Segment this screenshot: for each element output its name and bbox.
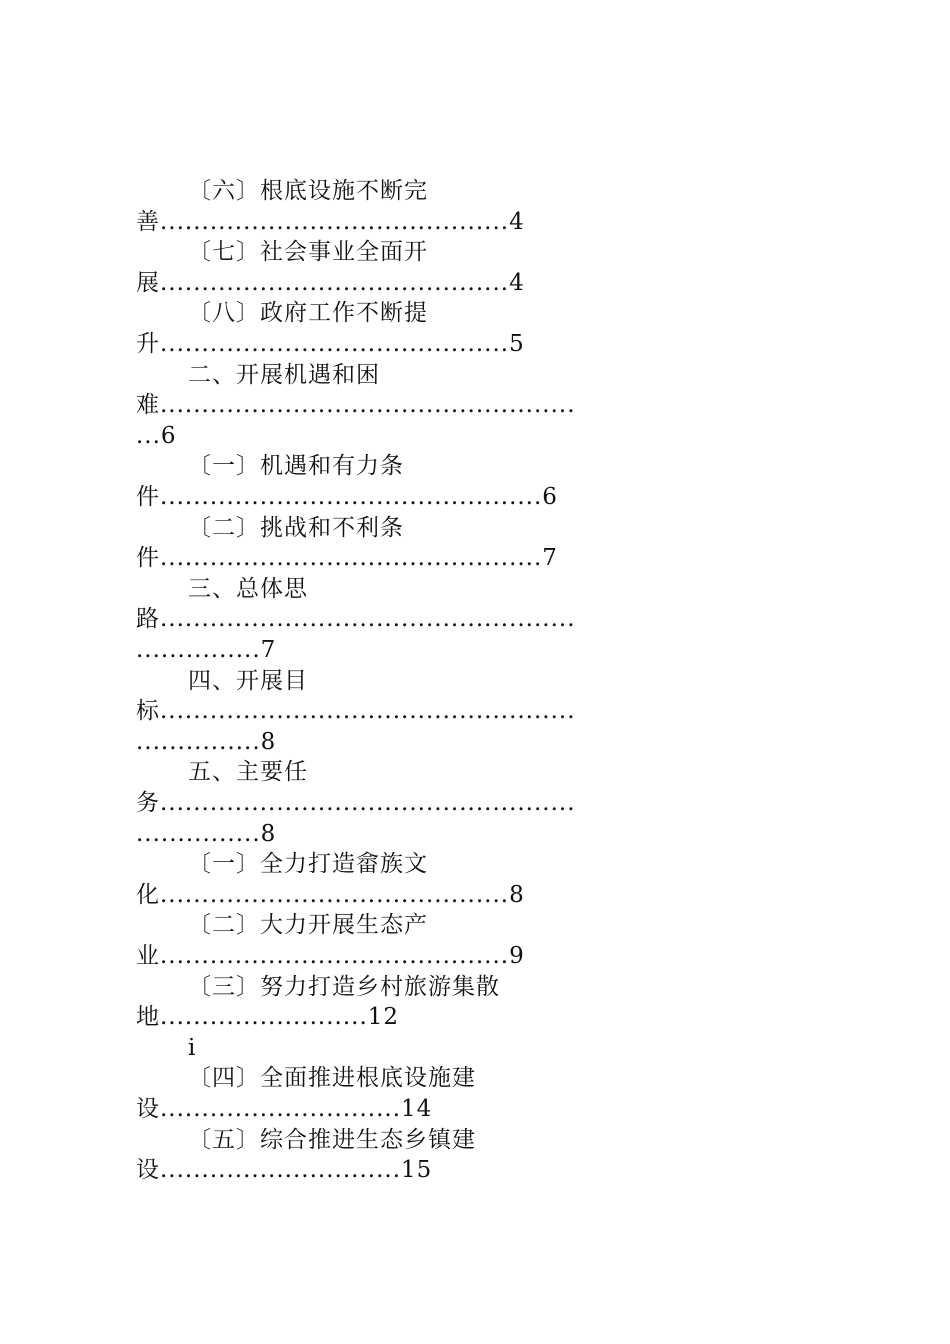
toc-entry-title: 〔七〕社会事业全面开 <box>188 239 428 266</box>
toc-entry-title: 二、开展机遇和困 <box>188 361 380 388</box>
toc-entry-title: 〔一〕机遇和有力条 <box>188 453 404 480</box>
toc-entry-leader: 善..........................................4 <box>136 208 525 235</box>
toc-entry-title: 五、主要任 <box>188 759 308 786</box>
toc-entry-title: 〔五〕综合推进生态乡镇建 <box>188 1126 476 1153</box>
toc-entry-title: 〔四〕全面推进根底设施建 <box>188 1065 476 1092</box>
toc-entry-leader: 设.............................15 <box>136 1157 433 1184</box>
toc-entry-leader: 设.............................14 <box>136 1096 433 1122</box>
toc-entry-leader: 件..............................................6 <box>136 484 558 510</box>
toc-entry-title: 〔二〕大力开展生态产 <box>188 912 428 939</box>
toc-entry-title: 〔二〕挑战和不利条 <box>188 514 404 541</box>
toc-entry-title: 〔六〕根底设施不断完 <box>188 178 428 204</box>
toc-entry-title: 〔八〕政府工作不断提 <box>188 300 428 327</box>
toc-entry-title: 〔三〕努力打造乡村旅游集散 <box>188 973 500 1000</box>
toc-entry-leader: 业..........................................9 <box>136 943 525 969</box>
toc-entry-title: 〔一〕全力打造畲族文 <box>188 851 428 878</box>
toc-entry-leader: 路.................................................. <box>136 606 576 633</box>
toc-entry-leader: 升..........................................5 <box>136 331 525 357</box>
toc-entry-leader: ...............8 <box>136 728 277 755</box>
toc-entry-leader: ...6 <box>136 422 177 449</box>
toc-entry-leader: 标.................................................. <box>136 698 576 725</box>
toc-entry-title: 四、开展目 <box>188 667 308 694</box>
toc-entry-leader: 地.........................12 <box>136 1004 400 1031</box>
toc-entry-leader: 难.................................................. <box>136 392 576 419</box>
toc-entry-leader: ...............7 <box>136 637 277 663</box>
toc-entry-title: i <box>188 1034 197 1061</box>
toc-entry-leader: 展..........................................4 <box>136 269 525 296</box>
toc-entry-title: 三、总体思 <box>188 575 308 602</box>
toc-entry-leader: 务.................................................. <box>136 790 576 816</box>
toc-entry-leader: 化..........................................8 <box>136 881 525 908</box>
toc-entry-leader: ...............8 <box>136 820 277 847</box>
toc-entry-leader: 件..............................................7 <box>136 545 558 572</box>
